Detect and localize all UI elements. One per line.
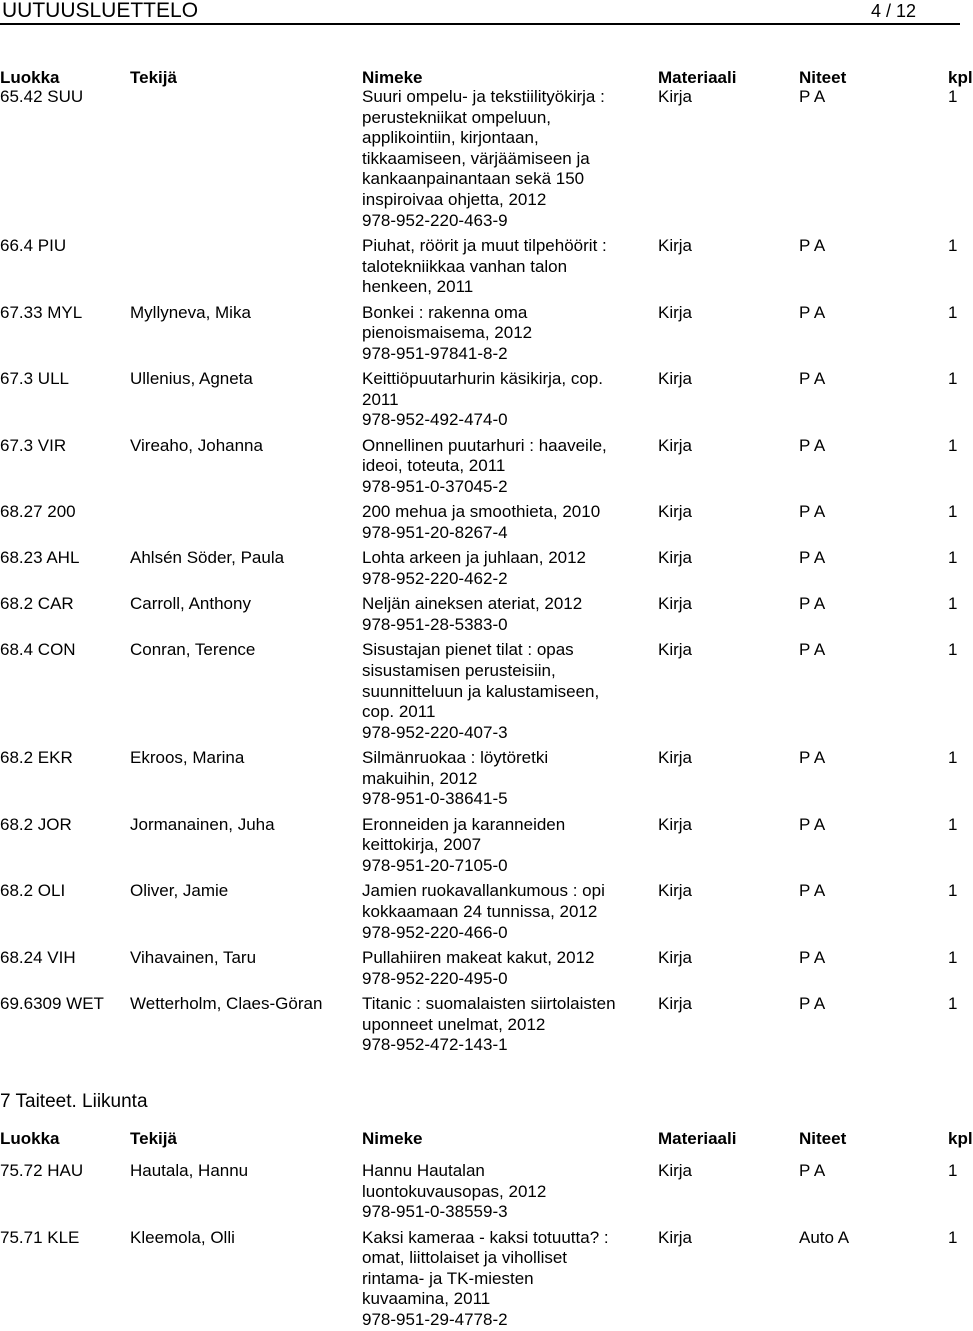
niteet-cell: P A bbox=[799, 435, 826, 455]
kpl-cell: 1 bbox=[948, 435, 958, 455]
niteet-cell: P A bbox=[799, 881, 826, 901]
nimeke-line: 978-951-29-4778-2 bbox=[362, 1309, 508, 1329]
nimeke-line: 978-951-0-38641-5 bbox=[362, 789, 508, 809]
col-nimeke: Nimeke bbox=[362, 1129, 423, 1148]
header-rule bbox=[0, 23, 960, 25]
materiaali-cell: Kirja bbox=[658, 640, 693, 660]
materiaali-cell: Kirja bbox=[658, 369, 693, 389]
nimeke-line: Keittiöpuutarhurin käsikirja, cop. bbox=[362, 369, 603, 389]
kpl-cell: 1 bbox=[948, 502, 958, 522]
kpl-cell: 1 bbox=[948, 594, 958, 614]
luokka-cell: 67.3 VIR bbox=[0, 435, 67, 455]
luokka-cell: 75.71 KLE bbox=[0, 1227, 80, 1247]
nimeke-line: Sisustajan pienet tilat : opas bbox=[362, 640, 574, 660]
materiaali-cell: Kirja bbox=[658, 994, 693, 1013]
nimeke-line: Neljän aineksen ateriat, 2012 bbox=[362, 594, 583, 614]
nimeke-line: tikkaamiseen, värjäämiseen ja bbox=[362, 148, 590, 168]
kpl-cell: 1 bbox=[948, 948, 958, 967]
page-header bbox=[0, 0, 960, 24]
materiaali-cell: Kirja bbox=[658, 1161, 693, 1180]
tekija-cell: Myllyneva, Mika bbox=[130, 302, 251, 322]
col-nimeke: Nimeke bbox=[362, 68, 423, 87]
tekija-cell: Vireaho, Johanna bbox=[130, 435, 263, 455]
niteet-cell: P A bbox=[799, 302, 826, 322]
col-materiaali: Materiaali bbox=[658, 1129, 737, 1148]
nimeke-line: 978-952-220-463-9 bbox=[362, 210, 508, 230]
nimeke-line: Piuhat, röörit ja muut tilpehöörit : bbox=[362, 236, 607, 255]
tekija-cell: Conran, Terence bbox=[130, 640, 256, 660]
section-title: 7 Taiteet. Liikunta bbox=[0, 1091, 148, 1112]
luokka-cell: 67.33 MYL bbox=[0, 302, 83, 322]
nimeke-line: 978-951-0-38559-3 bbox=[362, 1202, 508, 1222]
nimeke-line: 2011 bbox=[362, 389, 399, 409]
niteet-cell: P A bbox=[799, 814, 826, 834]
nimeke-line: Jamien ruokavallankumous : opi bbox=[362, 881, 605, 901]
tekija-cell: Carroll, Anthony bbox=[130, 594, 251, 614]
nimeke-line: 978-951-97841-8-2 bbox=[362, 343, 508, 363]
kpl-cell: 1 bbox=[948, 369, 958, 389]
niteet-cell: P A bbox=[799, 640, 826, 660]
col-tekija: Tekijä bbox=[130, 1129, 177, 1148]
tekija-cell: Oliver, Jamie bbox=[130, 881, 229, 901]
kpl-cell: 1 bbox=[948, 302, 958, 322]
kpl-cell: 1 bbox=[948, 548, 958, 568]
luokka-cell: 67.3 ULL bbox=[0, 369, 69, 389]
nimeke-line: 978-951-0-37045-2 bbox=[362, 476, 508, 496]
tekija-cell: Wetterholm, Claes-Göran bbox=[130, 994, 323, 1013]
luokka-cell: 68.4 CON bbox=[0, 640, 76, 660]
kpl-cell: 1 bbox=[948, 881, 958, 901]
tekija-cell: Kleemola, Olli bbox=[130, 1227, 235, 1247]
nimeke-line: 978-952-492-474-0 bbox=[362, 410, 508, 430]
nimeke-line: 978-951-28-5383-0 bbox=[362, 614, 508, 634]
nimeke-line: kokkaamaan 24 tunnissa, 2012 bbox=[362, 901, 598, 921]
page-number: 4 / 12 bbox=[870, 1, 916, 21]
luokka-cell: 68.27 200 bbox=[0, 502, 76, 522]
luokka-cell: 69.6309 WET bbox=[0, 994, 104, 1013]
luokka-cell: 68.2 OLI bbox=[0, 881, 66, 901]
nimeke-line: pienoismaisema, 2012 bbox=[362, 323, 533, 343]
col-tekija: Tekijä bbox=[130, 68, 177, 87]
luokka-cell: 68.2 CAR bbox=[0, 594, 74, 614]
nimeke-line: perustekniikat ompeluun, bbox=[362, 107, 552, 127]
niteet-cell: P A bbox=[799, 236, 826, 255]
nimeke-line: Titanic : suomalaisten siirtolaisten bbox=[362, 994, 616, 1013]
nimeke-line: Bonkei : rakenna oma bbox=[362, 302, 528, 322]
nimeke-line: rintama- ja TK-miesten bbox=[362, 1268, 534, 1288]
luokka-cell: 66.4 PIU bbox=[0, 236, 67, 255]
nimeke-line: omat, liittolaiset ja viholliset bbox=[362, 1248, 568, 1268]
luokka-cell: 75.72 HAU bbox=[0, 1161, 84, 1180]
nimeke-line: keittokirja, 2007 bbox=[362, 835, 482, 855]
nimeke-line: 978-952-220-407-3 bbox=[362, 722, 508, 742]
materiaali-cell: Kirja bbox=[658, 881, 693, 901]
niteet-cell: P A bbox=[799, 1161, 826, 1180]
nimeke-line: 978-951-20-8267-4 bbox=[362, 522, 508, 542]
niteet-cell: P A bbox=[799, 594, 826, 614]
luokka-cell: 68.23 AHL bbox=[0, 548, 80, 568]
materiaali-cell: Kirja bbox=[658, 594, 693, 614]
tekija-cell: Ullenius, Agneta bbox=[130, 369, 253, 389]
nimeke-line: cop. 2011 bbox=[362, 702, 436, 722]
nimeke-line: applikointiin, kirjontaan, bbox=[362, 128, 539, 148]
col-materiaali: Materiaali bbox=[658, 68, 737, 87]
nimeke-line: luontokuvausopas, 2012 bbox=[362, 1181, 547, 1201]
kpl-cell: 1 bbox=[948, 236, 958, 255]
niteet-cell: P A bbox=[799, 502, 826, 522]
nimeke-line: suunnitteluun ja kalustamiseen, bbox=[362, 681, 600, 701]
niteet-cell: P A bbox=[799, 548, 826, 568]
col-niteet: Niteet bbox=[799, 68, 847, 87]
niteet-cell: P A bbox=[799, 87, 826, 106]
nimeke-line: 978-952-472-143-1 bbox=[362, 1035, 508, 1055]
materiaali-cell: Kirja bbox=[658, 502, 693, 522]
column-headers-2 bbox=[0, 1128, 973, 1150]
kpl-cell: 1 bbox=[948, 1227, 958, 1247]
luokka-cell: 68.2 EKR bbox=[0, 748, 73, 768]
nimeke-line: talotekniikkaa vanhan talon bbox=[362, 256, 568, 276]
materiaali-cell: Kirja bbox=[658, 302, 693, 322]
kpl-cell: 1 bbox=[948, 640, 958, 660]
nimeke-line: inspiroivaa ohjetta, 2012 bbox=[362, 190, 547, 209]
column-headers bbox=[0, 67, 973, 89]
tekija-cell: Hautala, Hannu bbox=[130, 1161, 249, 1180]
nimeke-line: uponneet unelmat, 2012 bbox=[362, 1014, 546, 1034]
nimeke-line: 200 mehua ja smoothieta, 2010 bbox=[362, 502, 601, 522]
nimeke-line: Hannu Hautalan bbox=[362, 1161, 485, 1180]
nimeke-line: kuvaamina, 2011 bbox=[362, 1289, 491, 1309]
kpl-cell: 1 bbox=[948, 87, 958, 106]
niteet-cell: P A bbox=[799, 948, 826, 967]
materiaali-cell: Kirja bbox=[658, 435, 693, 455]
luokka-cell: 68.24 VIH bbox=[0, 948, 76, 967]
nimeke-line: Kaksi kameraa - kaksi totuutta? : bbox=[362, 1227, 609, 1247]
luokka-cell: 65.42 SUU bbox=[0, 87, 84, 106]
tekija-cell: Vihavainen, Taru bbox=[130, 948, 257, 967]
nimeke-line: Silmänruokaa : löytöretki bbox=[362, 748, 549, 768]
kpl-cell: 1 bbox=[948, 814, 958, 834]
kpl-cell: 1 bbox=[948, 748, 958, 768]
nimeke-line: makuihin, 2012 bbox=[362, 768, 478, 788]
niteet-cell: Auto A bbox=[799, 1227, 850, 1247]
nimeke-line: Eronneiden ja karanneiden bbox=[362, 814, 566, 834]
document-title: UUTUUSLUETTELO bbox=[2, 0, 199, 22]
nimeke-line: ideoi, toteuta, 2011 bbox=[362, 456, 506, 476]
materiaali-cell: Kirja bbox=[658, 948, 693, 967]
materiaali-cell: Kirja bbox=[658, 748, 693, 768]
materiaali-cell: Kirja bbox=[658, 1227, 693, 1247]
nimeke-line: 978-951-20-7105-0 bbox=[362, 855, 508, 875]
niteet-cell: P A bbox=[799, 369, 826, 389]
materiaali-cell: Kirja bbox=[658, 87, 693, 106]
nimeke-line: Lohta arkeen ja juhlaan, 2012 bbox=[362, 548, 587, 568]
nimeke-line: kankaanpainantaan sekä 150 bbox=[362, 169, 585, 189]
tekija-cell: Ahlsén Söder, Paula bbox=[130, 548, 285, 568]
tekija-cell: Jormanainen, Juha bbox=[130, 814, 275, 834]
niteet-cell: P A bbox=[799, 994, 826, 1013]
nimeke-line: sisustamisen perusteisiin, bbox=[362, 660, 556, 680]
nimeke-line: 978-952-220-462-2 bbox=[362, 568, 508, 588]
nimeke-line: 978-952-220-495-0 bbox=[362, 968, 508, 988]
niteet-cell: P A bbox=[799, 748, 826, 768]
kpl-cell: 1 bbox=[948, 994, 958, 1013]
tekija-cell: Ekroos, Marina bbox=[130, 748, 245, 768]
nimeke-line: Pullahiiren makeat kakut, 2012 bbox=[362, 948, 595, 967]
col-kpl: kpl bbox=[948, 1129, 973, 1148]
nimeke-line: Suuri ompelu- ja tekstiilityökirja : bbox=[362, 87, 605, 106]
luokka-cell: 68.2 JOR bbox=[0, 814, 72, 834]
materiaali-cell: Kirja bbox=[658, 814, 693, 834]
materiaali-cell: Kirja bbox=[658, 236, 693, 255]
kpl-cell: 1 bbox=[948, 1161, 958, 1180]
col-kpl: kpl bbox=[948, 68, 973, 87]
col-luokka: Luokka bbox=[0, 1129, 60, 1148]
nimeke-line: henkeen, 2011 bbox=[362, 277, 474, 297]
nimeke-line: Onnellinen puutarhuri : haaveile, bbox=[362, 435, 607, 455]
col-luokka: Luokka bbox=[0, 68, 60, 87]
materiaali-cell: Kirja bbox=[658, 548, 693, 568]
nimeke-line: 978-952-220-466-0 bbox=[362, 922, 508, 942]
col-niteet: Niteet bbox=[799, 1129, 847, 1148]
